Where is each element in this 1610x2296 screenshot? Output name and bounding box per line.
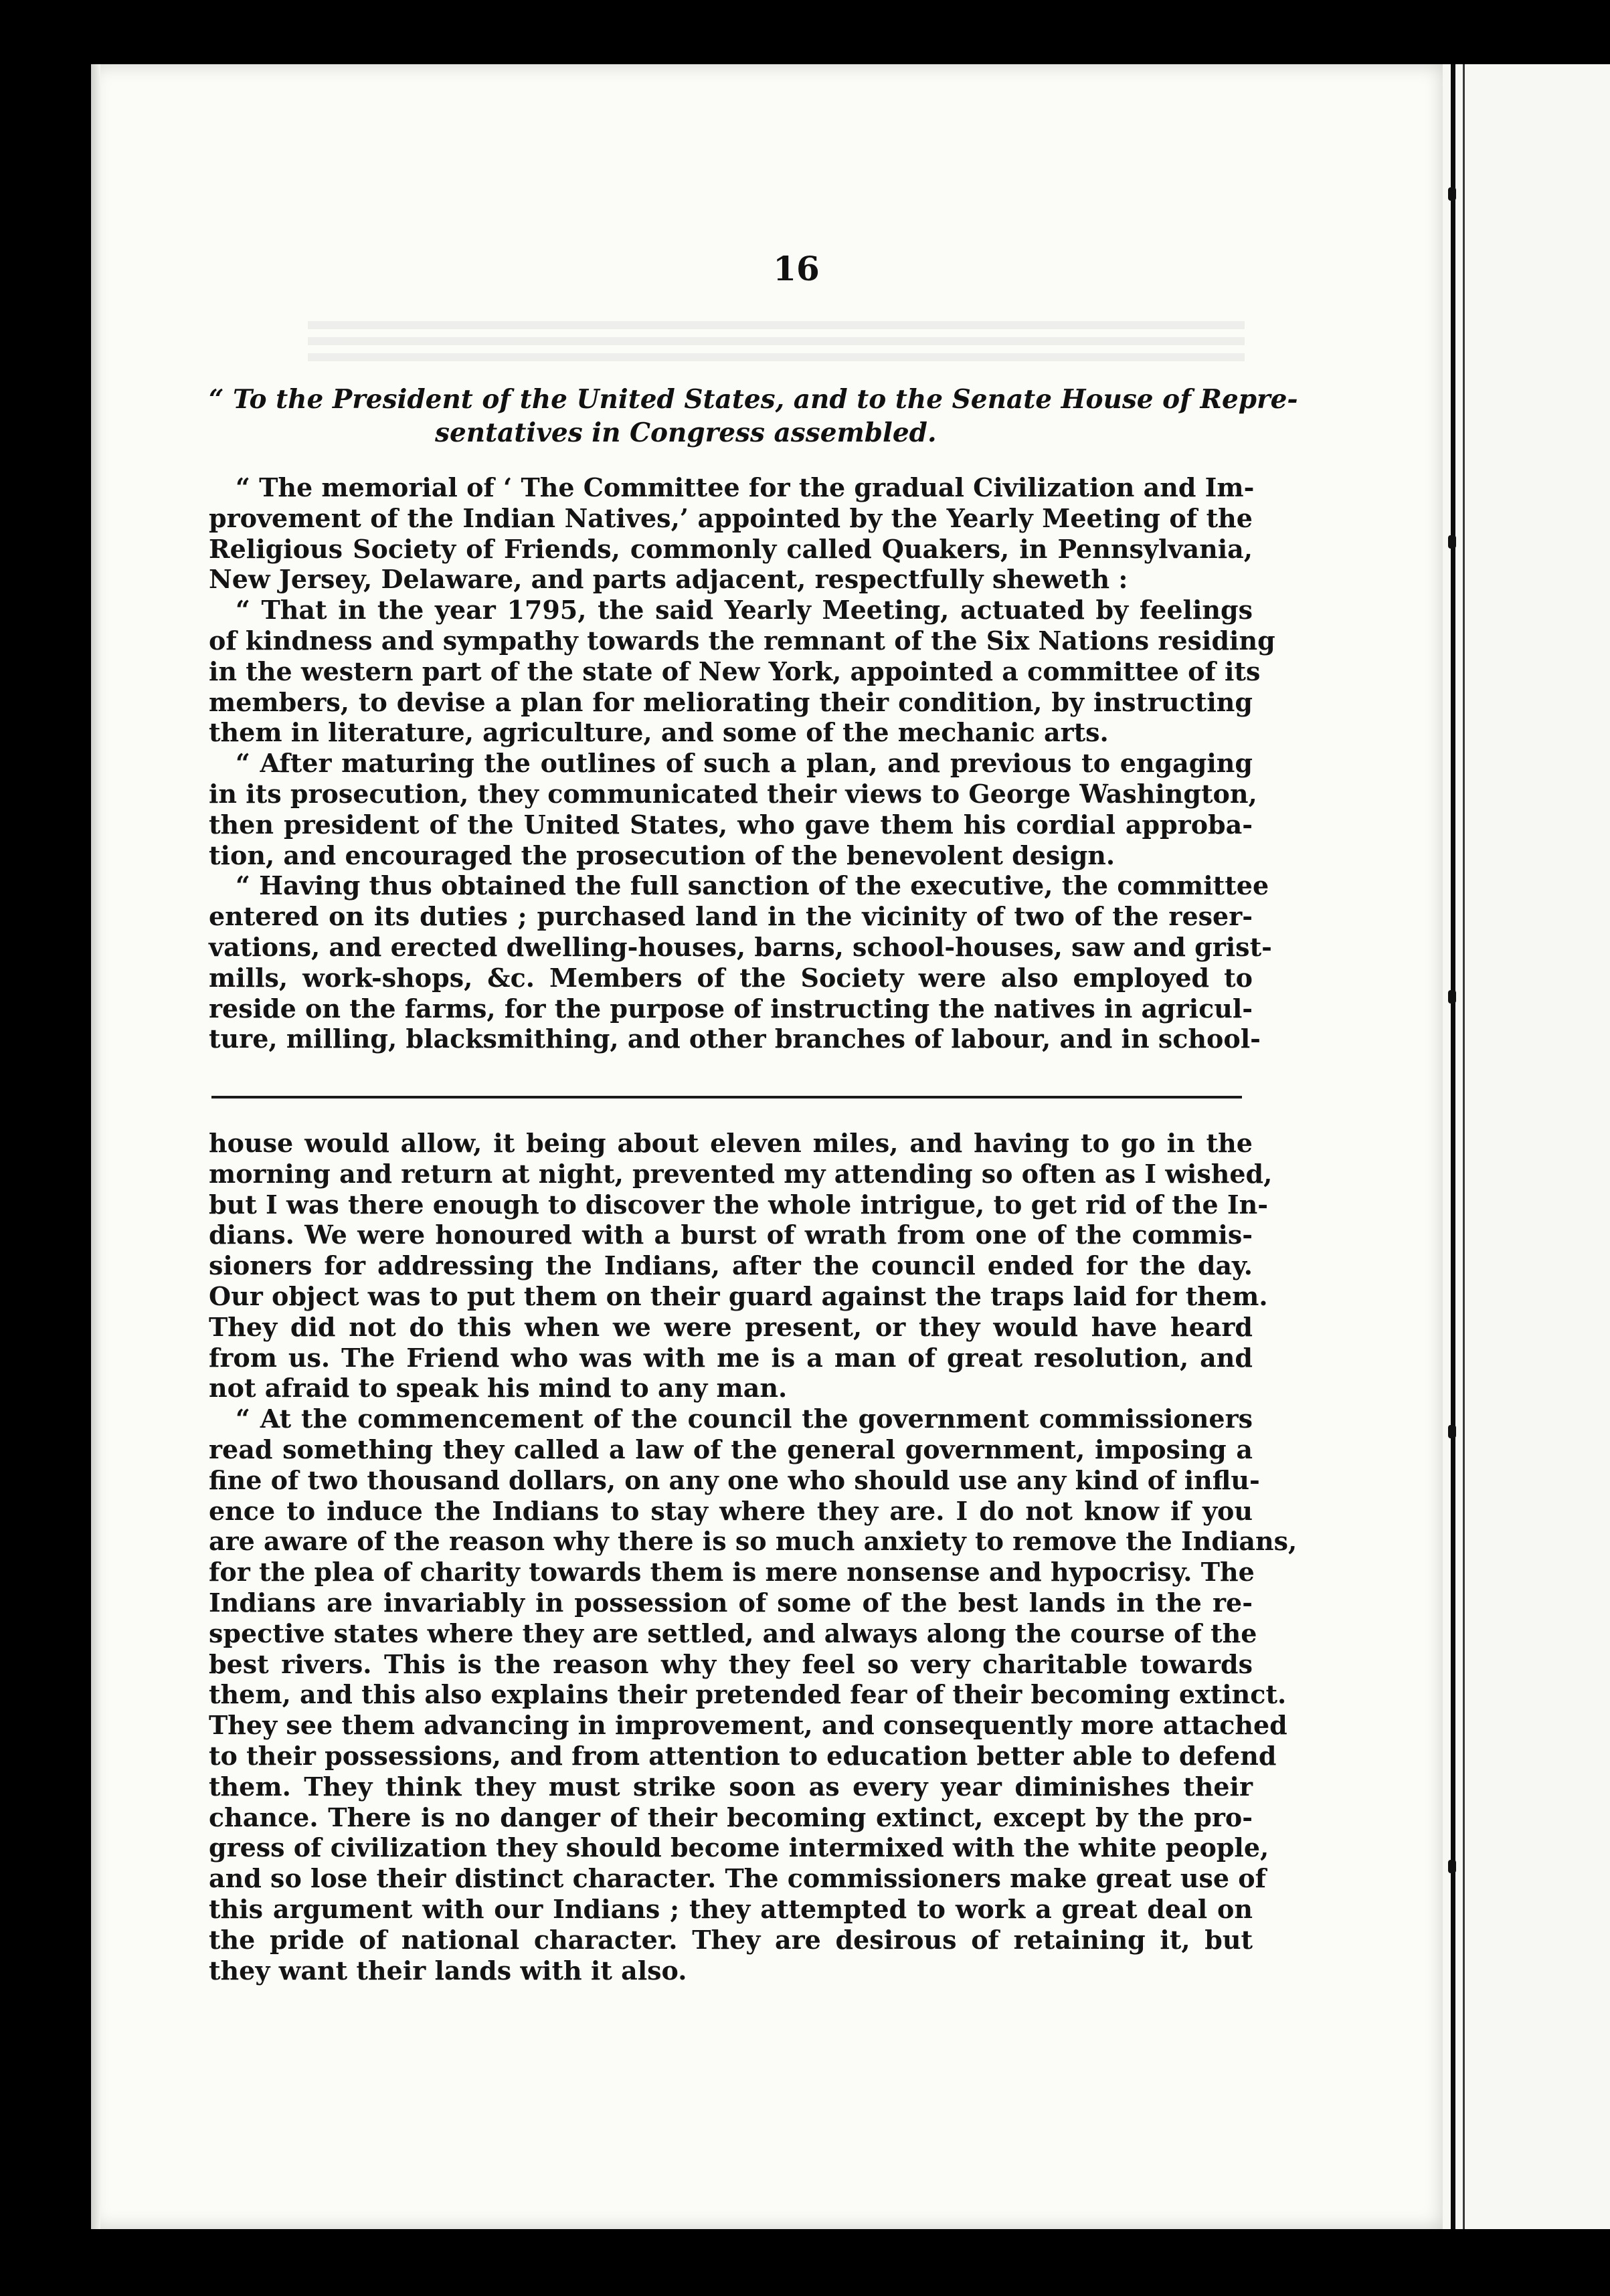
text-line: vations, and erected dwelling-houses, barns, school-houses, saw and grist- [209, 931, 1272, 962]
text-line: them, and this also explains their pretended fear of their becoming extinct. [209, 1679, 1287, 1710]
text-line: for the plea of charity towards them is mere nonsense and hypocrisy. The [209, 1557, 1255, 1588]
text-line: the pride of national character. They are desirous of retaining it, but [209, 1924, 1253, 1955]
text-line: New Jersey, Delaware, and parts adjacent, respectfully sheweth : [209, 564, 1128, 595]
text-line: fine of two thousand dollars, on any one who should use any kind of influ- [209, 1464, 1260, 1495]
page-number: 16 [773, 249, 820, 288]
text-line: They did not do this when we were present, or they would have heard [209, 1311, 1253, 1342]
text-line: “ That in the year 1795, the said Yearly Meeting, actuated by feelings [236, 595, 1253, 626]
text-line: are aware of the reason why there is so much anxiety to remove the Indians, [209, 1526, 1298, 1557]
binding-gutter-inner [1463, 64, 1465, 2229]
text-line: morning and return at night, prevented my attending so often as I wished, [209, 1158, 1273, 1189]
text-line: dians. We were honoured with a burst of wrath from one of the commis- [209, 1220, 1253, 1250]
show-through-text [308, 321, 1245, 368]
text-line: “ After maturing the outlines of such a plan, and previous to engaging [236, 748, 1253, 779]
text-line: members, to devise a plan for meliorating their condition, by instructing [209, 686, 1253, 717]
binding-gutter [1451, 64, 1455, 2229]
text-line: Indians are invariably in possession of some of the best lands in the re- [209, 1587, 1253, 1618]
text-line: sioners for addressing the Indians, after the council ended for the day. [209, 1250, 1253, 1281]
text-line: not afraid to speak his mind to any man. [209, 1373, 788, 1404]
text-line: of kindness and sympathy towards the remnant of the Six Nations residing [209, 625, 1275, 656]
page-left-edge [91, 64, 100, 2229]
text-line: this argument with our Indians ; they attempted to work a great deal on [209, 1893, 1253, 1924]
text-line: from us. The Friend who was with me is a man of great resolution, and [209, 1342, 1253, 1373]
text-line: spective states where they are settled, and always along the course of the [209, 1618, 1257, 1648]
text-line: them in literature, agriculture, and some of the mechanic arts. [209, 717, 1109, 748]
text-line: chance. There is no danger of their becoming extinct, except by the pro- [209, 1802, 1253, 1832]
text-line: then president of the United States, who gave them his cordial approba- [209, 809, 1253, 840]
memorial-text [209, 472, 1275, 1054]
text-line: tion, and encouraged the prosecution of the benevolent design. [209, 840, 1115, 870]
text-line: but I was there enough to discover the whole intrigue, to get rid of the In- [209, 1189, 1269, 1220]
text-line: reside on the farms, for the purpose of instructing the natives in agricul- [209, 993, 1253, 1024]
text-line: ture, milling, blacksmithing, and other branches of labour, and in school- [209, 1024, 1261, 1054]
section-divider [211, 1096, 1242, 1098]
text-line: read something they called a law of the general government, imposing a [209, 1434, 1253, 1464]
text-line: “ At the commencement of the council the government commissioners [236, 1404, 1253, 1434]
text-line: Religious Society of Friends, commonly called Quakers, in Pennsylvania, [209, 533, 1253, 564]
margin-mark [1448, 990, 1456, 1003]
address-heading [209, 383, 1298, 450]
text-line: in its prosecution, they communicated their views to George Washington, [209, 778, 1257, 809]
address-line-1: “ To the President of the United States, and to the Senate House of Repre- [209, 384, 1298, 415]
text-line: house would allow, it being about eleven miles, and having to go in the [209, 1128, 1253, 1158]
text-line: Our object was to put them on their guard against the traps laid for them. [209, 1280, 1268, 1311]
text-line: provement of the Indian Natives,’ appointed by the Yearly Meeting of the [209, 502, 1253, 533]
margin-mark [1448, 535, 1456, 549]
margin-mark [1448, 187, 1456, 201]
text-line: and so lose their distinct character. The commissioners make great use of [209, 1863, 1266, 1894]
text-line: gress of civilization they should become intermixed with the white people, [209, 1832, 1269, 1863]
text-line: “ Having thus obtained the full sanction of the executive, the committee [236, 870, 1269, 901]
text-line: best rivers. This is the reason why they feel so very charitable towards [209, 1648, 1253, 1679]
text-line: They see them advancing in improvement, and consequently more attached [209, 1710, 1287, 1741]
letter-text [209, 1128, 1298, 1986]
text-line: entered on its duties ; purchased land in the vicinity of two of the reser- [209, 901, 1253, 932]
text-line: to their possessions, and from attention to education better able to defend [209, 1740, 1277, 1771]
text-line: in the western part of the state of New York, appointed a committee of its [209, 656, 1261, 686]
margin-mark [1448, 1425, 1456, 1438]
text-line: them. They think they must strike soon as every year diminishes their [209, 1771, 1253, 1802]
text-line: ence to induce the Indians to stay where they are. I do not know if you [209, 1495, 1253, 1526]
text-line: mills, work-shops, &c. Members of the Society were also employed to [209, 962, 1253, 993]
margin-mark [1448, 1860, 1456, 1873]
facing-page-edge [1443, 64, 1610, 2229]
text-line: they want their lands with it also. [209, 1955, 687, 1986]
address-line-2: sentatives in Congress assembled. [435, 417, 937, 448]
text-line: “ The memorial of ‘ The Committee for the gradual Civilization and Im- [236, 472, 1255, 502]
